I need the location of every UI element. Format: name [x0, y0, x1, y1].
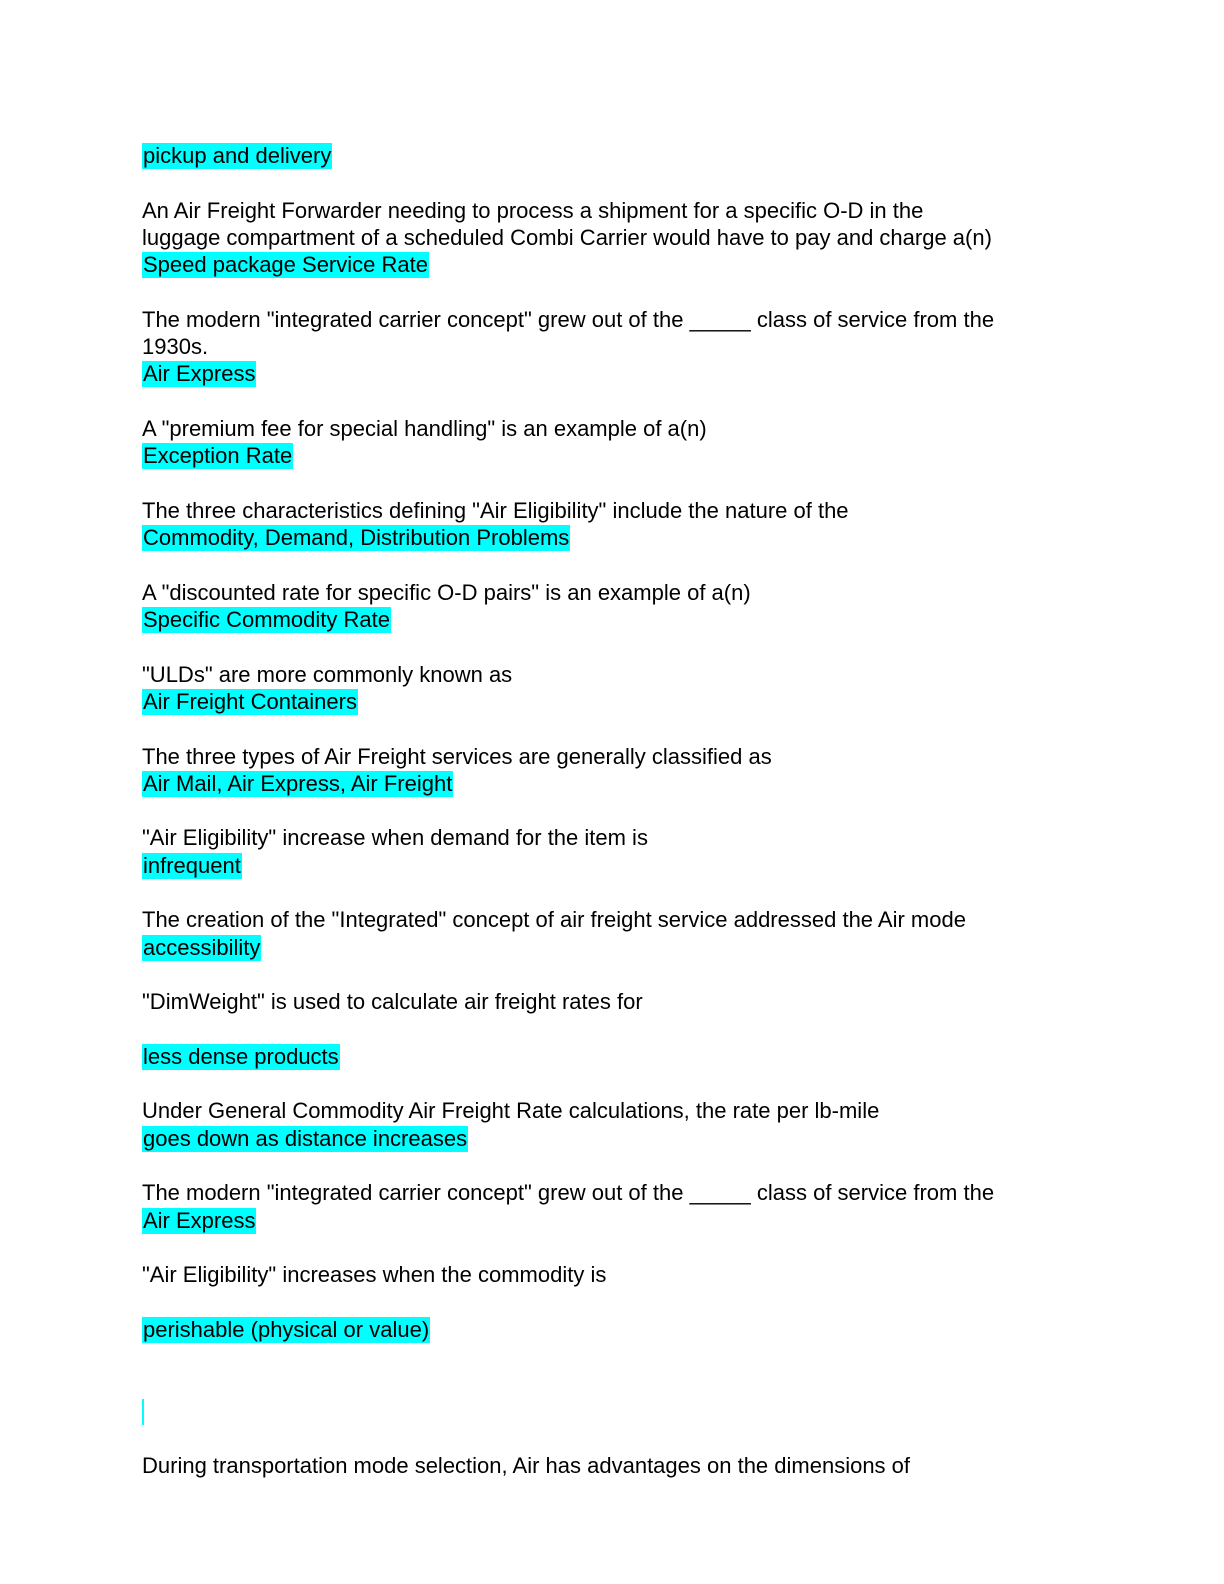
paragraph-gap — [142, 278, 1072, 305]
answer-line — [142, 360, 1072, 387]
answer-line — [142, 442, 1072, 469]
answer-line — [142, 1043, 1072, 1070]
paragraph-gap — [142, 1425, 1072, 1452]
answer-line — [142, 251, 1072, 278]
answer-line — [142, 1125, 1072, 1152]
paragraph-gap — [142, 470, 1072, 497]
answer-highlight: Air Freight Containers — [143, 688, 357, 714]
paragraph-gap — [142, 1234, 1072, 1261]
answer-line — [142, 934, 1072, 961]
paragraph-gap — [142, 1152, 1072, 1179]
qa-block — [142, 988, 1072, 1070]
answer-highlight: less dense products — [143, 1043, 339, 1069]
answer-line — [142, 524, 1072, 551]
paragraph-gap — [142, 388, 1072, 415]
answer-line — [142, 1207, 1072, 1234]
answer-highlight — [142, 1399, 144, 1425]
question-text: The creation of the "Integrated" concept of air freight service addressed the Air mode — [142, 907, 966, 933]
qa-block — [142, 415, 1072, 470]
answer-highlight: Air Mail, Air Express, Air Freight — [143, 770, 453, 796]
paragraph-gap — [142, 961, 1072, 988]
answer-line — [142, 1398, 1072, 1425]
question-text: A "premium fee for special handling" is an example of a(n) — [142, 415, 707, 441]
qa-block — [142, 197, 1072, 279]
qa-block — [142, 1370, 1072, 1425]
answer-line — [142, 606, 1072, 633]
question-text: The modern "integrated carrier concept" grew out of the _____ class of service from the — [142, 306, 995, 332]
answer-highlight: pickup and delivery — [143, 143, 332, 168]
question-text: 1930s. — [142, 334, 209, 360]
paragraph-gap — [142, 797, 1072, 824]
paragraph-gap — [142, 715, 1072, 742]
question-text: Under General Commodity Air Freight Rate calculations, the rate per lb-mile — [142, 1098, 880, 1124]
question-text: The three characteristics defining "Air Eligibility" include the nature of the — [142, 497, 849, 523]
question-text: "DimWeight" is used to calculate air freight rates for — [142, 989, 643, 1015]
answer-highlight: accessibility — [143, 934, 261, 960]
answer-highlight: Commodity, Demand, Distribution Problems — [143, 525, 570, 551]
qa-block — [142, 906, 1072, 961]
answer-line — [142, 1316, 1072, 1343]
intro-answer-line — [142, 142, 1072, 169]
answer-highlight: goes down as distance increases — [143, 1125, 468, 1151]
qa-block — [142, 1261, 1072, 1343]
answer-highlight: Air Express — [143, 1207, 256, 1233]
paragraph-gap — [142, 551, 1072, 578]
answer-highlight: perishable (physical or value) — [143, 1316, 430, 1342]
qa-block — [142, 306, 1072, 388]
question-text — [142, 1016, 1072, 1043]
qa-block — [142, 1179, 1072, 1234]
qa-block — [142, 579, 1072, 634]
question-text: "ULDs" are more commonly known as — [142, 661, 513, 687]
paragraph-gap — [142, 633, 1072, 660]
qa-block — [142, 824, 1072, 879]
answer-line — [142, 852, 1072, 879]
qa-block — [142, 497, 1072, 552]
question-text: luggage compartment of a scheduled Combi Carrier would have to pay and charge a(n) — [142, 224, 992, 250]
question-text: The three types of Air Freight services are generally classified as — [142, 743, 772, 769]
question-text: The modern "integrated carrier concept" grew out of the _____ class of service from the — [142, 1180, 995, 1206]
paragraph-gap — [142, 169, 1072, 196]
answer-line — [142, 688, 1072, 715]
question-text — [142, 1370, 1072, 1397]
question-text — [142, 1288, 1072, 1315]
qa-block — [142, 1097, 1072, 1152]
answer-highlight: Speed package Service Rate — [143, 252, 428, 278]
paragraph-gap — [142, 879, 1072, 906]
question-text: A "discounted rate for specific O-D pairs" is an example of a(n) — [142, 579, 751, 605]
question-text: "Air Eligibility" increase when demand for the item is — [142, 825, 648, 851]
question-text: An Air Freight Forwarder needing to process a shipment for a specific O-D in the — [142, 197, 924, 223]
document-body — [142, 142, 1072, 1480]
answer-highlight: Air Express — [143, 361, 256, 387]
qa-block — [142, 661, 1072, 716]
question-text: "Air Eligibility" increases when the commodity is — [142, 1262, 607, 1288]
paragraph-gap — [142, 1070, 1072, 1097]
answer-highlight: Exception Rate — [143, 443, 293, 469]
answer-highlight: infrequent — [143, 852, 241, 878]
qa-block — [142, 743, 1072, 798]
answer-line — [142, 770, 1072, 797]
answer-highlight: Specific Commodity Rate — [143, 607, 390, 633]
paragraph-gap — [142, 1343, 1072, 1370]
final-question-text: During transportation mode selection, Air has advantages on the dimensions of — [142, 1453, 911, 1479]
